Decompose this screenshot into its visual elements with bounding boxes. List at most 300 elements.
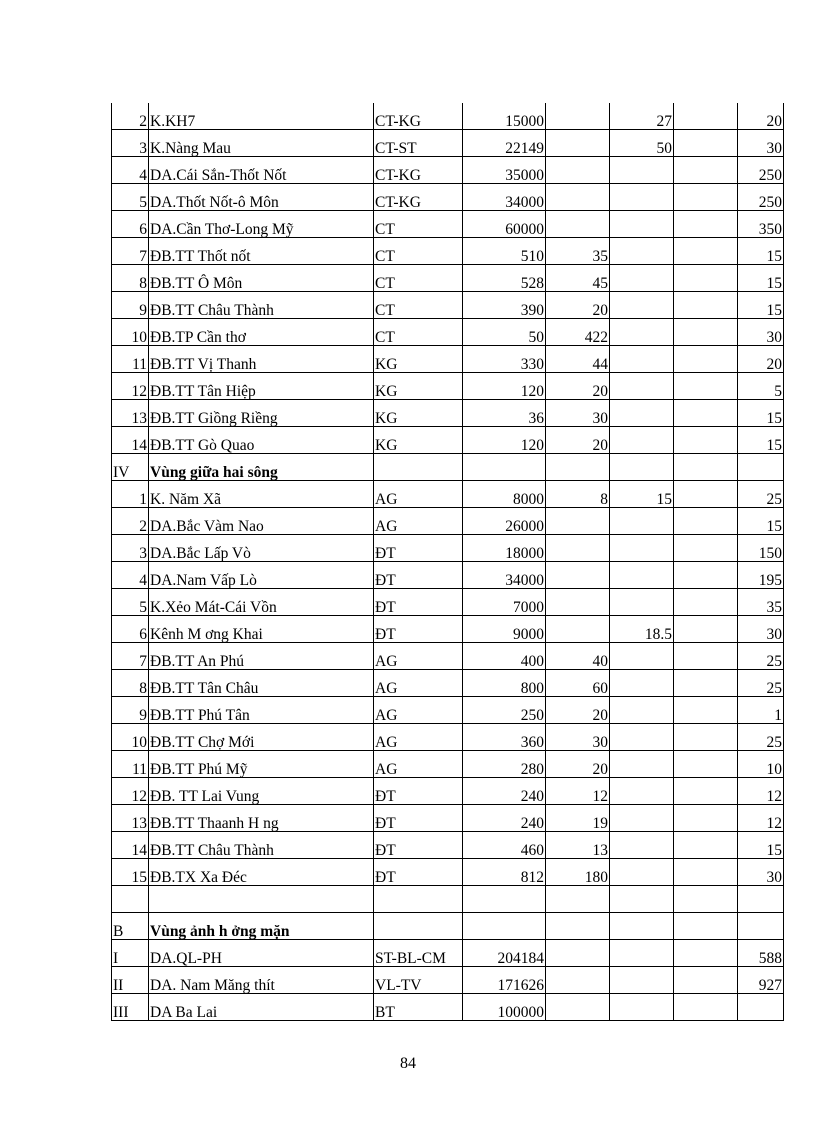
table-row: [112, 157, 784, 184]
value-col7-cell: [674, 184, 738, 211]
value-col8-cell: 5: [738, 373, 784, 400]
project-name-cell: DA. Nam Măng thít: [149, 967, 374, 994]
project-name-cell: ĐB.TT An Phú: [149, 643, 374, 670]
province-cell: KG: [374, 400, 463, 427]
project-name-cell: Vùng giữa hai sông: [149, 454, 374, 481]
value-col7-cell: [674, 616, 738, 643]
value-col8-cell: 15: [738, 400, 784, 427]
value-col7-cell: [674, 697, 738, 724]
value-col5-cell: 422: [546, 319, 610, 346]
value-col4-cell: 34000: [463, 184, 546, 211]
value-col6-cell: [610, 670, 674, 697]
row-number-cell: IV: [112, 454, 149, 481]
value-col4-cell: 360: [463, 724, 546, 751]
row-number-cell: 13: [112, 400, 149, 427]
row-number-cell: 2: [112, 508, 149, 535]
row-number-cell: 8: [112, 265, 149, 292]
row-number-cell: 5: [112, 184, 149, 211]
value-col5-cell: [546, 211, 610, 238]
table-row: [112, 292, 784, 319]
value-col5-cell: 60: [546, 670, 610, 697]
province-cell: CT: [374, 265, 463, 292]
province-cell: CT-KG: [374, 157, 463, 184]
row-number-cell: 11: [112, 346, 149, 373]
project-name-cell: ĐB.TT Châu Thành: [149, 292, 374, 319]
table-row: [112, 265, 784, 292]
value-col8-cell: 250: [738, 157, 784, 184]
value-col5-cell: 45: [546, 265, 610, 292]
row-number-cell: 2: [112, 103, 149, 130]
value-col5-cell: 30: [546, 724, 610, 751]
value-col7-cell: [674, 670, 738, 697]
value-col5-cell: [546, 994, 610, 1021]
table-row: [112, 400, 784, 427]
project-name-cell: DA.Thốt Nốt-ô Môn: [149, 184, 374, 211]
project-name-cell: ĐB.TT Châu Thành: [149, 832, 374, 859]
row-number-cell: 5: [112, 589, 149, 616]
row-number-cell: 13: [112, 805, 149, 832]
value-col5-cell: [546, 886, 610, 913]
value-col5-cell: 35: [546, 238, 610, 265]
table-row: [112, 373, 784, 400]
project-name-cell: ĐB.TT Chợ Mới: [149, 724, 374, 751]
value-col7-cell: [674, 427, 738, 454]
value-col5-cell: 8: [546, 481, 610, 508]
value-col6-cell: [610, 184, 674, 211]
value-col6-cell: 15: [610, 481, 674, 508]
row-number-cell: 4: [112, 562, 149, 589]
project-name-cell: [149, 886, 374, 913]
value-col7-cell: [674, 562, 738, 589]
province-cell: CT: [374, 319, 463, 346]
value-col6-cell: [610, 427, 674, 454]
value-col6-cell: [610, 859, 674, 886]
section-header-row: [112, 454, 784, 481]
row-number-cell: B: [112, 913, 149, 940]
value-col5-cell: [546, 589, 610, 616]
value-col4-cell: 510: [463, 238, 546, 265]
province-cell: AG: [374, 697, 463, 724]
value-col5-cell: [546, 562, 610, 589]
table-row: [112, 886, 784, 913]
row-number-cell: 3: [112, 535, 149, 562]
value-col8-cell: 25: [738, 724, 784, 751]
value-col5-cell: [546, 967, 610, 994]
value-col6-cell: [610, 589, 674, 616]
value-col5-cell: 20: [546, 697, 610, 724]
value-col5-cell: 13: [546, 832, 610, 859]
province-cell: ĐT: [374, 805, 463, 832]
value-col8-cell: 10: [738, 751, 784, 778]
value-col8-cell: 1: [738, 697, 784, 724]
value-col5-cell: [546, 940, 610, 967]
project-name-cell: K. Năm Xã: [149, 481, 374, 508]
value-col8-cell: 25: [738, 670, 784, 697]
table-row: [112, 859, 784, 886]
value-col6-cell: [610, 157, 674, 184]
table-row: [112, 238, 784, 265]
row-number-cell: 14: [112, 832, 149, 859]
project-name-cell: K.Xẻo Mát-Cái Vồn: [149, 589, 374, 616]
value-col6-cell: [610, 562, 674, 589]
row-number-cell: I: [112, 940, 149, 967]
value-col8-cell: 588: [738, 940, 784, 967]
value-col5-cell: [546, 130, 610, 157]
province-cell: VL-TV: [374, 967, 463, 994]
value-col4-cell: 120: [463, 427, 546, 454]
row-number-cell: 6: [112, 616, 149, 643]
value-col8-cell: 250: [738, 184, 784, 211]
province-cell: AG: [374, 508, 463, 535]
row-number-cell: 10: [112, 724, 149, 751]
value-col7-cell: [674, 832, 738, 859]
value-col8-cell: 12: [738, 805, 784, 832]
value-col4-cell: 22149: [463, 130, 546, 157]
value-col4-cell: 204184: [463, 940, 546, 967]
table-row: [112, 589, 784, 616]
province-cell: ĐT: [374, 616, 463, 643]
value-col6-cell: [610, 211, 674, 238]
table-row: [112, 562, 784, 589]
value-col8-cell: 15: [738, 265, 784, 292]
value-col6-cell: [610, 535, 674, 562]
row-number-cell: 7: [112, 643, 149, 670]
province-cell: [374, 454, 463, 481]
project-name-cell: ĐB.TT Giồng Riềng: [149, 400, 374, 427]
value-col6-cell: [610, 751, 674, 778]
row-number-cell: 9: [112, 292, 149, 319]
value-col7-cell: [674, 454, 738, 481]
value-col5-cell: [546, 913, 610, 940]
value-col8-cell: 927: [738, 967, 784, 994]
value-col4-cell: 460: [463, 832, 546, 859]
value-col8-cell: 20: [738, 103, 784, 130]
value-col7-cell: [674, 319, 738, 346]
value-col6-cell: [610, 913, 674, 940]
value-col7-cell: [674, 130, 738, 157]
value-col8-cell: [738, 886, 784, 913]
value-col5-cell: [546, 535, 610, 562]
table-row: [112, 427, 784, 454]
province-cell: AG: [374, 724, 463, 751]
project-name-cell: ĐB.TT Ô Môn: [149, 265, 374, 292]
value-col8-cell: 15: [738, 292, 784, 319]
value-col8-cell: 15: [738, 238, 784, 265]
project-name-cell: ĐB.TT Tân Hiệp: [149, 373, 374, 400]
table-row: [112, 616, 784, 643]
value-col5-cell: [546, 454, 610, 481]
value-col4-cell: [463, 454, 546, 481]
table-row: [112, 211, 784, 238]
value-col6-cell: [610, 373, 674, 400]
value-col4-cell: 26000: [463, 508, 546, 535]
row-number-cell: 12: [112, 373, 149, 400]
project-name-cell: ĐB. TT Lai Vung: [149, 778, 374, 805]
project-table: [111, 103, 784, 1021]
value-col7-cell: [674, 589, 738, 616]
value-col6-cell: [610, 724, 674, 751]
value-col6-cell: [610, 832, 674, 859]
province-cell: CT: [374, 238, 463, 265]
value-col5-cell: 20: [546, 373, 610, 400]
value-col8-cell: [738, 913, 784, 940]
province-cell: KG: [374, 427, 463, 454]
value-col6-cell: [610, 454, 674, 481]
value-col8-cell: 30: [738, 616, 784, 643]
project-name-cell: DA.Nam Vấp Lò: [149, 562, 374, 589]
value-col4-cell: 280: [463, 751, 546, 778]
province-cell: CT: [374, 211, 463, 238]
value-col7-cell: [674, 373, 738, 400]
value-col4-cell: 100000: [463, 994, 546, 1021]
value-col4-cell: 240: [463, 778, 546, 805]
row-number-cell: 10: [112, 319, 149, 346]
province-cell: KG: [374, 346, 463, 373]
value-col8-cell: 350: [738, 211, 784, 238]
row-number-cell: 4: [112, 157, 149, 184]
project-name-cell: K.Nàng Mau: [149, 130, 374, 157]
value-col5-cell: 12: [546, 778, 610, 805]
province-cell: KG: [374, 373, 463, 400]
value-col5-cell: 180: [546, 859, 610, 886]
value-col7-cell: [674, 778, 738, 805]
province-cell: AG: [374, 670, 463, 697]
value-col7-cell: [674, 265, 738, 292]
table-row: [112, 832, 784, 859]
project-name-cell: DA.QL-PH: [149, 940, 374, 967]
value-col4-cell: 171626: [463, 967, 546, 994]
value-col4-cell: [463, 913, 546, 940]
row-number-cell: 1: [112, 481, 149, 508]
project-name-cell: DA Ba Lai: [149, 994, 374, 1021]
table-row: [112, 184, 784, 211]
value-col4-cell: 240: [463, 805, 546, 832]
row-number-cell: 7: [112, 238, 149, 265]
value-col6-cell: 50: [610, 130, 674, 157]
page-number: 84: [400, 1055, 416, 1072]
province-cell: CT-ST: [374, 130, 463, 157]
project-name-cell: Vùng ảnh h ởng mặn: [149, 913, 374, 940]
value-col8-cell: 20: [738, 346, 784, 373]
table-row: [112, 994, 784, 1021]
row-number-cell: 12: [112, 778, 149, 805]
value-col4-cell: 35000: [463, 157, 546, 184]
table-row: [112, 670, 784, 697]
row-number-cell: III: [112, 994, 149, 1021]
table-row: [112, 724, 784, 751]
value-col4-cell: 400: [463, 643, 546, 670]
value-col6-cell: [610, 778, 674, 805]
value-col8-cell: 15: [738, 427, 784, 454]
value-col7-cell: [674, 751, 738, 778]
value-col8-cell: 12: [738, 778, 784, 805]
value-col6-cell: [610, 292, 674, 319]
province-cell: AG: [374, 751, 463, 778]
value-col8-cell: 25: [738, 643, 784, 670]
value-col6-cell: [610, 508, 674, 535]
value-col6-cell: [610, 805, 674, 832]
table-row: [112, 940, 784, 967]
value-col8-cell: 35: [738, 589, 784, 616]
table-row: [112, 130, 784, 157]
table-row: [112, 778, 784, 805]
row-number-cell: 11: [112, 751, 149, 778]
table-row: [112, 346, 784, 373]
value-col4-cell: 15000: [463, 103, 546, 130]
value-col7-cell: [674, 346, 738, 373]
province-cell: AG: [374, 481, 463, 508]
project-name-cell: K.KH7: [149, 103, 374, 130]
project-name-cell: ĐB.TT Tân Châu: [149, 670, 374, 697]
value-col7-cell: [674, 805, 738, 832]
value-col7-cell: [674, 157, 738, 184]
province-cell: ĐT: [374, 589, 463, 616]
value-col8-cell: [738, 994, 784, 1021]
project-name-cell: ĐB.TX Xa Đéc: [149, 859, 374, 886]
value-col4-cell: 60000: [463, 211, 546, 238]
value-col5-cell: [546, 157, 610, 184]
value-col5-cell: 20: [546, 427, 610, 454]
value-col6-cell: [610, 238, 674, 265]
value-col6-cell: [610, 346, 674, 373]
value-col4-cell: 36: [463, 400, 546, 427]
value-col5-cell: 30: [546, 400, 610, 427]
value-col5-cell: 20: [546, 292, 610, 319]
value-col6-cell: [610, 265, 674, 292]
row-number-cell: 15: [112, 859, 149, 886]
value-col7-cell: [674, 724, 738, 751]
table-row: [112, 319, 784, 346]
value-col4-cell: 9000: [463, 616, 546, 643]
row-number-cell: [112, 886, 149, 913]
project-name-cell: ĐB.TP Cần thơ: [149, 319, 374, 346]
project-name-cell: DA.Cần Thơ-Long Mỹ: [149, 211, 374, 238]
value-col8-cell: 195: [738, 562, 784, 589]
value-col6-cell: 18.5: [610, 616, 674, 643]
province-cell: ĐT: [374, 778, 463, 805]
value-col7-cell: [674, 994, 738, 1021]
value-col5-cell: 20: [546, 751, 610, 778]
table-body: [112, 103, 784, 1021]
value-col8-cell: 150: [738, 535, 784, 562]
section-header-row: [112, 913, 784, 940]
table-row: [112, 508, 784, 535]
province-cell: AG: [374, 643, 463, 670]
table-row: [112, 643, 784, 670]
value-col8-cell: [738, 454, 784, 481]
value-col6-cell: [610, 319, 674, 346]
value-col8-cell: 30: [738, 859, 784, 886]
project-name-cell: DA.Bắc Vàm Nao: [149, 508, 374, 535]
value-col5-cell: [546, 616, 610, 643]
value-col8-cell: 15: [738, 508, 784, 535]
table-row: [112, 481, 784, 508]
province-cell: BT: [374, 994, 463, 1021]
province-cell: CT: [374, 292, 463, 319]
value-col4-cell: 330: [463, 346, 546, 373]
value-col7-cell: [674, 940, 738, 967]
value-col7-cell: [674, 481, 738, 508]
value-col4-cell: 528: [463, 265, 546, 292]
value-col6-cell: [610, 994, 674, 1021]
value-col5-cell: [546, 103, 610, 130]
value-col7-cell: [674, 886, 738, 913]
value-col4-cell: 250: [463, 697, 546, 724]
province-cell: ST-BL-CM: [374, 940, 463, 967]
value-col4-cell: 8000: [463, 481, 546, 508]
table-row: [112, 103, 784, 130]
value-col5-cell: 44: [546, 346, 610, 373]
value-col8-cell: 15: [738, 832, 784, 859]
value-col7-cell: [674, 211, 738, 238]
value-col4-cell: 18000: [463, 535, 546, 562]
value-col6-cell: [610, 886, 674, 913]
value-col4-cell: 34000: [463, 562, 546, 589]
province-cell: ĐT: [374, 562, 463, 589]
value-col8-cell: 25: [738, 481, 784, 508]
province-cell: CT-KG: [374, 103, 463, 130]
value-col8-cell: 30: [738, 130, 784, 157]
project-name-cell: ĐB.TT Gò Quao: [149, 427, 374, 454]
value-col5-cell: 40: [546, 643, 610, 670]
province-cell: ĐT: [374, 859, 463, 886]
province-cell: ĐT: [374, 832, 463, 859]
row-number-cell: II: [112, 967, 149, 994]
project-name-cell: ĐB.TT Phú Mỹ: [149, 751, 374, 778]
table-row: [112, 751, 784, 778]
table-row: [112, 535, 784, 562]
value-col6-cell: [610, 643, 674, 670]
row-number-cell: 9: [112, 697, 149, 724]
value-col6-cell: [610, 940, 674, 967]
row-number-cell: 3: [112, 130, 149, 157]
value-col7-cell: [674, 859, 738, 886]
value-col4-cell: 390: [463, 292, 546, 319]
value-col7-cell: [674, 400, 738, 427]
row-number-cell: 14: [112, 427, 149, 454]
value-col6-cell: [610, 400, 674, 427]
row-number-cell: 6: [112, 211, 149, 238]
value-col4-cell: [463, 886, 546, 913]
table-row: [112, 805, 784, 832]
table-row: [112, 967, 784, 994]
project-name-cell: DA.Bắc Lấp Vò: [149, 535, 374, 562]
project-name-cell: ĐB.TT Thốt nốt: [149, 238, 374, 265]
value-col7-cell: [674, 643, 738, 670]
value-col7-cell: [674, 292, 738, 319]
province-cell: CT-KG: [374, 184, 463, 211]
province-cell: [374, 913, 463, 940]
project-name-cell: ĐB.TT Vị Thanh: [149, 346, 374, 373]
value-col8-cell: 30: [738, 319, 784, 346]
province-cell: [374, 886, 463, 913]
value-col7-cell: [674, 913, 738, 940]
value-col6-cell: [610, 697, 674, 724]
value-col5-cell: [546, 184, 610, 211]
table-row: [112, 697, 784, 724]
value-col4-cell: 800: [463, 670, 546, 697]
project-name-cell: ĐB.TT Thaanh H ng: [149, 805, 374, 832]
value-col7-cell: [674, 535, 738, 562]
value-col7-cell: [674, 967, 738, 994]
value-col7-cell: [674, 508, 738, 535]
value-col7-cell: [674, 238, 738, 265]
value-col4-cell: 50: [463, 319, 546, 346]
province-cell: ĐT: [374, 535, 463, 562]
value-col4-cell: 7000: [463, 589, 546, 616]
project-name-cell: ĐB.TT Phú Tân: [149, 697, 374, 724]
value-col4-cell: 812: [463, 859, 546, 886]
